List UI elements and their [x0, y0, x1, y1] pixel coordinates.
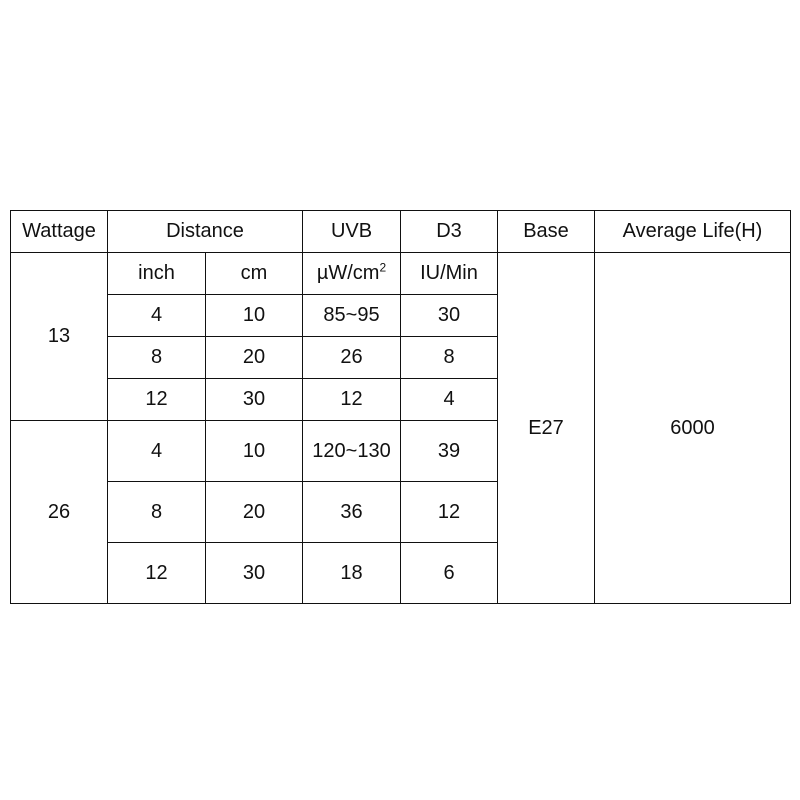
header-distance: Distance — [108, 211, 303, 253]
wattage-cell-13: 13 — [11, 253, 108, 421]
header-base: Base — [498, 211, 595, 253]
d3-cell: 6 — [401, 543, 498, 604]
uvb-cell: 120~130 — [303, 421, 401, 482]
spec-table — [10, 210, 791, 604]
header-wattage: Wattage — [11, 211, 108, 253]
header-d3: D3 — [401, 211, 498, 253]
cm-cell: 10 — [206, 421, 303, 482]
subheader-row — [11, 253, 791, 295]
average-life-cell: 6000 — [595, 253, 791, 604]
uvb-unit-text: µW/cm — [316, 262, 380, 284]
uvb-cell: 26 — [303, 337, 401, 379]
cm-cell: 20 — [206, 482, 303, 543]
header-row — [11, 211, 791, 253]
inch-cell: 4 — [108, 421, 206, 482]
uvb-cell: 85~95 — [303, 295, 401, 337]
uvb-unit-superscript: 2 — [379, 260, 387, 275]
inch-cell: 8 — [108, 482, 206, 543]
header-uvb: UVB — [303, 211, 401, 253]
inch-cell: 12 — [108, 543, 206, 604]
subheader-cm: cm — [206, 253, 303, 295]
subheader-inch: inch — [108, 253, 206, 295]
uvb-cell: 12 — [303, 379, 401, 421]
uvb-cell: 18 — [303, 543, 401, 604]
subheader-uvb-unit — [303, 253, 401, 295]
header-average-life: Average Life(H) — [595, 211, 791, 253]
cm-cell: 30 — [206, 543, 303, 604]
cm-cell: 30 — [206, 379, 303, 421]
base-cell: E27 — [498, 253, 595, 604]
inch-cell: 12 — [108, 379, 206, 421]
inch-cell: 4 — [108, 295, 206, 337]
wattage-cell-26: 26 — [11, 421, 108, 604]
d3-cell: 8 — [401, 337, 498, 379]
uvb-cell: 36 — [303, 482, 401, 543]
d3-cell: 30 — [401, 295, 498, 337]
cm-cell: 20 — [206, 337, 303, 379]
d3-cell: 4 — [401, 379, 498, 421]
inch-cell: 8 — [108, 337, 206, 379]
d3-cell: 39 — [401, 421, 498, 482]
cm-cell: 10 — [206, 295, 303, 337]
subheader-d3-unit: IU/Min — [401, 253, 498, 295]
d3-cell: 12 — [401, 482, 498, 543]
